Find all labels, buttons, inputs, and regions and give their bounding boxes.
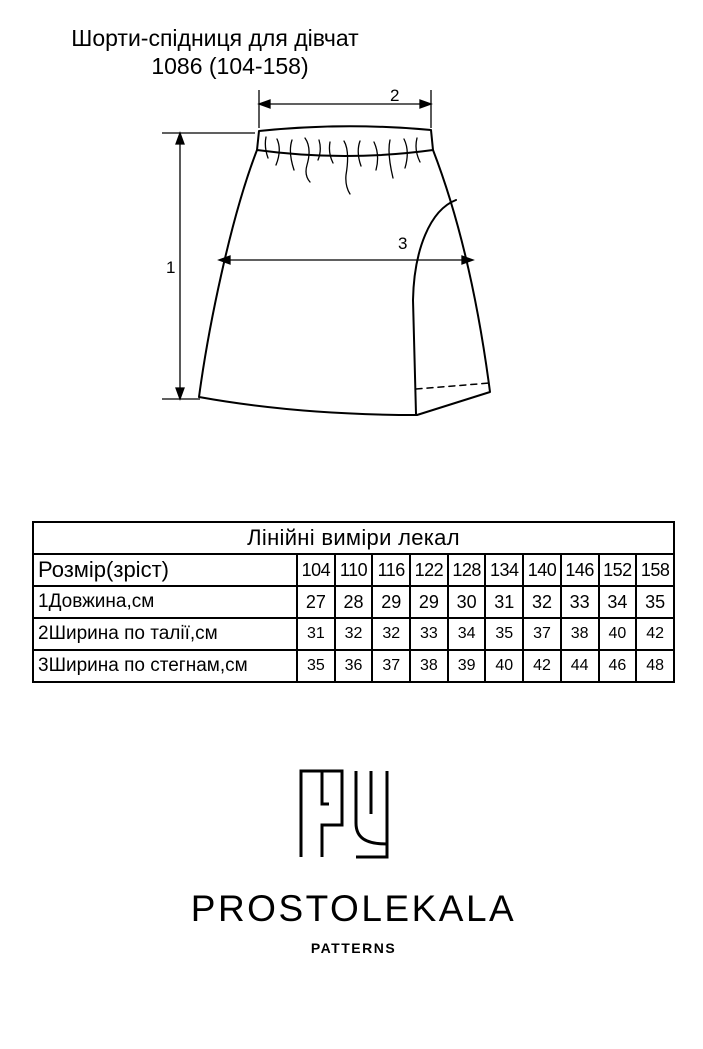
value-cell: 30 bbox=[448, 586, 486, 618]
value-cell: 31 bbox=[485, 586, 523, 618]
dim-label-length: 1 bbox=[166, 258, 176, 277]
value-cell: 33 bbox=[561, 586, 599, 618]
value-cell: 29 bbox=[410, 586, 448, 618]
value-cell: 37 bbox=[523, 618, 561, 650]
value-cell: 36 bbox=[335, 650, 373, 682]
brand-tagline: PATTERNS bbox=[310, 940, 397, 956]
size-cell: 158 bbox=[636, 554, 674, 586]
size-cell: 104 bbox=[297, 554, 335, 586]
size-row-label: Розмір(зріст) bbox=[33, 554, 297, 586]
size-cell: 140 bbox=[523, 554, 561, 586]
value-cell: 32 bbox=[372, 618, 410, 650]
size-cell: 110 bbox=[335, 554, 373, 586]
value-cell: 40 bbox=[599, 618, 637, 650]
value-cell: 48 bbox=[636, 650, 674, 682]
size-cell: 134 bbox=[485, 554, 523, 586]
inner-hem-dashed bbox=[416, 383, 490, 389]
value-cell: 29 bbox=[372, 586, 410, 618]
product-title: Шорти-спідниця для дівчат bbox=[71, 25, 359, 51]
table-row-length bbox=[33, 586, 674, 618]
product-code: 1086 (104-158) bbox=[151, 53, 309, 79]
value-cell: 42 bbox=[523, 650, 561, 682]
value-cell: 31 bbox=[297, 618, 335, 650]
value-cell: 32 bbox=[523, 586, 561, 618]
value-cell: 40 bbox=[485, 650, 523, 682]
row-label-hip: 3Ширина по стегнам,см bbox=[33, 650, 297, 682]
value-cell: 35 bbox=[485, 618, 523, 650]
table-row-waist bbox=[33, 618, 674, 650]
measurements-table bbox=[32, 521, 675, 683]
gather-lines bbox=[265, 137, 420, 194]
value-cell: 27 bbox=[297, 586, 335, 618]
value-cell: 32 bbox=[335, 618, 373, 650]
size-cell: 146 bbox=[561, 554, 599, 586]
value-cell: 38 bbox=[561, 618, 599, 650]
value-cell: 33 bbox=[410, 618, 448, 650]
skirt-outline bbox=[199, 150, 490, 415]
table-row-sizes bbox=[33, 554, 674, 586]
brand-logo-icon bbox=[298, 768, 390, 860]
value-cell: 34 bbox=[448, 618, 486, 650]
size-cell: 122 bbox=[410, 554, 448, 586]
dim-label-hip: 3 bbox=[398, 234, 408, 253]
value-cell: 37 bbox=[372, 650, 410, 682]
value-cell: 35 bbox=[636, 586, 674, 618]
size-cell: 128 bbox=[448, 554, 486, 586]
dim-label-waist: 2 bbox=[390, 86, 400, 105]
table-row-hip bbox=[33, 650, 674, 682]
wrap-panel-seam bbox=[413, 200, 456, 414]
value-cell: 38 bbox=[410, 650, 448, 682]
value-cell: 28 bbox=[335, 586, 373, 618]
value-cell: 34 bbox=[599, 586, 637, 618]
row-label-waist: 2Ширина по талії,см bbox=[33, 618, 297, 650]
value-cell: 46 bbox=[599, 650, 637, 682]
row-label-length: 1Довжина,см bbox=[33, 586, 297, 618]
value-cell: 39 bbox=[448, 650, 486, 682]
size-cell: 116 bbox=[372, 554, 410, 586]
value-cell: 44 bbox=[561, 650, 599, 682]
skort-technical-drawing bbox=[0, 80, 703, 440]
value-cell: 35 bbox=[297, 650, 335, 682]
table-title: Лінійні виміри лекал bbox=[33, 522, 674, 554]
value-cell: 42 bbox=[636, 618, 674, 650]
brand-name: PROSTOLEKALA bbox=[190, 888, 517, 929]
size-cell: 152 bbox=[599, 554, 637, 586]
